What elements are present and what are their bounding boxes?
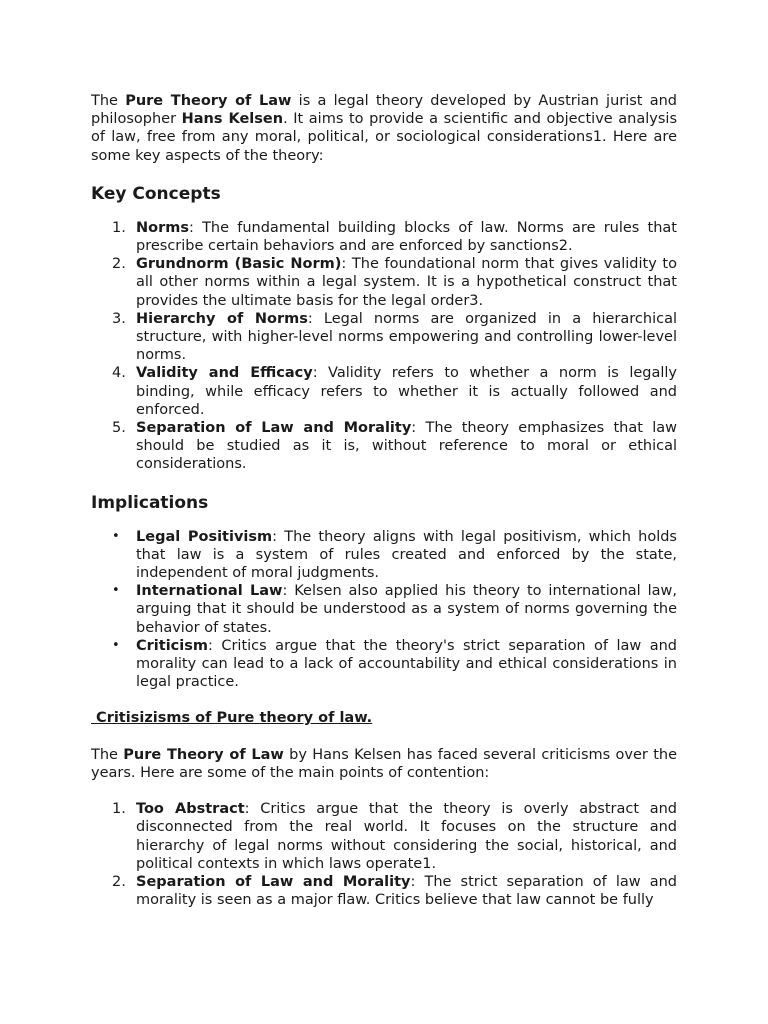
item-text: : Kelsen also applied his theory to international law, arguing that it should be understood as a system of norms governing the behavior of states.	[136, 583, 677, 636]
item-text: : The theory aligns with legal positivism, which holds that law is a system of rules created and enforced by the state, independent of moral judgments.	[136, 528, 677, 582]
item-text: : Validity refers to whether a norm is legally binding, while efficacy refers to whether it is actually followed and enforced.	[136, 365, 677, 418]
crit-intro-text-2: by Hans Kelsen has faced several criticisms over the years. Here are some of the main points of contention:	[91, 746, 677, 781]
list-number: 1.	[112, 219, 126, 236]
list-item	[91, 528, 677, 583]
intro-bold-kelsen: Hans Kelsen	[181, 111, 284, 128]
item-term: Grundnorm (Basic Norm)	[136, 256, 342, 273]
key-concepts-list	[91, 219, 677, 474]
item-text: : Critics argue that the theory is overly abstract and disconnected from the real world. It focuses on the structure and hierarchy of legal norms without considering the social, historical, and political contexts in which laws operate1.	[136, 801, 677, 872]
criticisms-intro-paragraph	[91, 746, 677, 782]
bullet-icon: •	[112, 528, 120, 544]
list-number: 2.	[112, 256, 126, 273]
crit-intro-bold-theory: Pure Theory of Law	[123, 746, 284, 763]
item-term: Separation of Law and Morality	[136, 420, 412, 437]
item-text: : The theory emphasizes that law should be studied as it is, without reference to moral or ethical considerations.	[136, 420, 677, 473]
item-text: : The fundamental building blocks of law. Norms are rules that prescribe certain behaviors and are enforced by sanctions2.	[136, 219, 677, 255]
intro-text-1: The	[91, 93, 126, 109]
list-number: 1.	[112, 801, 126, 818]
item-term: Hierarchy of Norms	[136, 310, 308, 327]
intro-text-2: is a legal theory developed by Austrian jurist and philosopher	[91, 93, 677, 128]
intro-bold-theory: Pure Theory of Law	[125, 93, 292, 109]
list-item	[91, 364, 677, 419]
crit-intro-text-1: The	[91, 746, 124, 763]
list-item	[91, 419, 677, 474]
criticisms-list	[91, 800, 677, 909]
list-item	[91, 637, 677, 692]
list-item	[91, 310, 677, 365]
list-item	[91, 219, 677, 255]
implications-heading: Implications	[91, 492, 209, 513]
item-text: : Legal norms are organized in a hierarchical structure, with higher-level norms empowering and controlling lower-level norms.	[136, 310, 677, 364]
intro-paragraph	[91, 92, 677, 165]
item-term: Criticism	[136, 637, 208, 654]
item-term: Validity and Efficacy	[136, 365, 313, 382]
item-term: Too Abstract	[136, 801, 245, 818]
item-term: Separation of Law and Morality	[136, 873, 411, 890]
intro-text-3: . It aims to provide a scientific and objective analysis of law, free from any moral, political, or sociological considerations1. Here are some key aspects of the theory:	[91, 111, 677, 164]
document-page	[91, 92, 677, 909]
list-number: 4.	[112, 365, 126, 382]
item-text: : Critics argue that the theory's strict separation of law and morality can lead to a lack of accountability and ethical considerations in legal practice.	[136, 637, 677, 691]
key-concepts-heading: Key Concepts	[91, 183, 221, 204]
bullet-icon: •	[112, 637, 120, 653]
list-item	[91, 873, 677, 909]
list-number: 3.	[112, 310, 126, 327]
list-item	[91, 255, 677, 310]
item-text: : The foundational norm that gives validity to all other norms within a legal system. It is a hypothetical construct that provides the ultimate basis for the legal order3.	[136, 256, 677, 309]
list-number: 2.	[112, 873, 126, 890]
list-number: 5.	[112, 420, 126, 437]
implications-list	[91, 528, 677, 692]
bullet-icon: •	[112, 583, 120, 599]
criticisms-heading: Critisizisms of Pure theory of law.	[91, 710, 373, 727]
item-term: International Law	[136, 583, 283, 600]
item-text: : The strict separation of law and morality is seen as a major flaw. Critics believe that law cannot be fully	[136, 873, 677, 909]
list-item	[91, 582, 677, 637]
item-term: Norms	[136, 219, 189, 236]
list-item	[91, 800, 677, 873]
item-term: Legal Positivism	[136, 528, 273, 545]
